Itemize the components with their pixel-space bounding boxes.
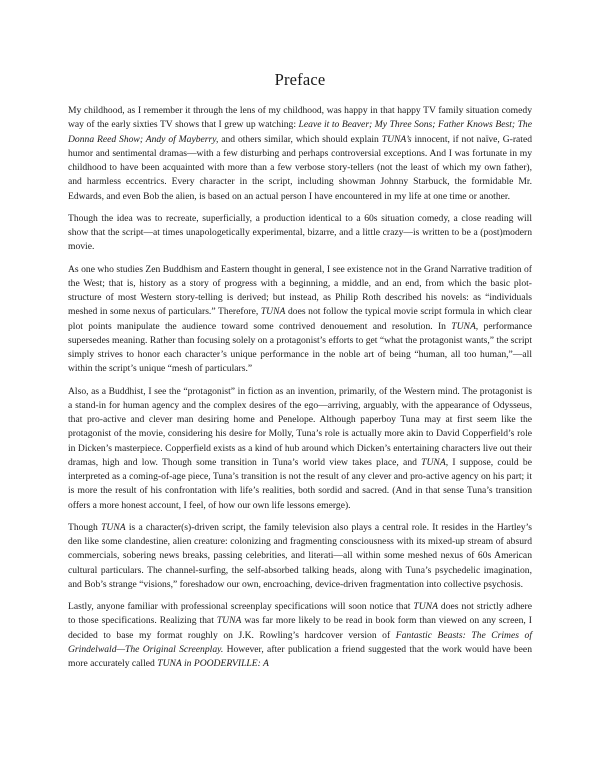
italic-text: Fantastic Beasts: The Crimes of Grindelwald—The Original Screenplay. xyxy=(68,629,532,655)
italic-text: TUNA, xyxy=(421,456,449,468)
italic-text: Leave it to Beaver; My Three Sons; Father Knows Best; The Donna Reed Show; Andy of Mayberry, xyxy=(68,119,532,145)
italic-text: TUNA xyxy=(216,615,242,627)
italic-text: TUNA xyxy=(101,521,126,533)
page-title: Preface xyxy=(274,70,326,89)
text-run: My childhood, as I remember it through the lens of my childhood, was happy in that happy TV family situation comedy way of the early sixties TV shows that I grew up watching: xyxy=(68,105,532,131)
text-run: Though the idea was to recreate, superficially, a production identical to a 60s situation comedy, a close reading will show that the script—at times unapologetically experimental, bizarre, and a little crazy—is written to be a (post)modern movie. xyxy=(68,212,532,253)
paragraph xyxy=(68,600,532,671)
text-run: does not follow the typical movie script formula in which clear plot points manipulate the audience toward some contrived denouement and resolution. In xyxy=(68,306,532,332)
text-run: does not strictly adhere to those specifications. Realizing that xyxy=(68,601,532,627)
text-run: I suppose, could be interpreted as a coming-of-age piece, Tuna’s transition is not the result of any clever and pro-active agency on his part; it is more the result of his confrontation with life’s realities, both sordid and sacred. (And in that sense Tuna’s transition offers a more honest account, I feel, of how our own life lessons emerge). xyxy=(68,456,532,511)
paragraph xyxy=(68,104,532,204)
paragraph xyxy=(68,263,532,377)
italic-text: TUNA xyxy=(413,601,438,612)
text-run: and others similar, which should explain xyxy=(218,133,382,145)
preface-body xyxy=(68,104,532,679)
text-run: innocent, if not naïve, G-rated humor and sentimental dramas—with a few disturbing and perhaps controversial exceptions. And I was fortunate in my childhood to have been acquainted with more than a few verbose story-tellers (not the least of which my own father), and harmless eccentrics. Every character in the script, including showman Johnny Starbuck, the formidable Mr. Edwards, and even Bob the alien, is based on an actual person I have encountered in my life at one time or another. xyxy=(68,133,532,202)
italic-text: TUNA’s xyxy=(381,133,412,145)
italic-text: TUNA in POODERVILLE: A xyxy=(157,658,269,669)
text-run: Also, as a Buddhist, I see the “protagonist” in fiction as an invention, primarily, of the Western mind. The protagonist is a stand-in for human agency and the complex desires of the ego—arriving, arguably, with the appearance of Odysseus, that pro-active and clever man desiring home and Penelope. Although paperboy Tuna may at first seem like the protagonist of the movie, considering his desire for Molly, Tuna’s role is actually more akin to David Copperfield’s role in Dicken’s masterpiece. Copperfield exists as a kind of hub around which Dicken’s entertaining characters live out their dramas, high and low. Though some transition in Tuna’s world view takes place, and xyxy=(68,385,532,468)
text-run: was far more likely to be read in book form than viewed on any screen, I decided to base my format roughly on J.K. Rowling’s hardcover version of xyxy=(68,615,532,641)
paragraph xyxy=(68,385,532,513)
text-run: Though xyxy=(68,521,102,533)
text-run: However, after publication a friend suggested that the work would have been more accurately called xyxy=(68,643,532,669)
paragraph xyxy=(68,212,532,255)
paragraph xyxy=(68,521,532,592)
text-run: is a character(s)-driven script, the family television also plays a central role. It resides in the Hartley’s den like some clandestine, alien creature: colonizing and fragmenting consciousness with its mixed-up stream of absurd commercials, sobering news breaks, passing celebrities, and literati—all within some meshed nexus of 60s American cultural particulars. The channel-surfing, the self-absorbed talking heads, along with Tuna’s psychedelic imagination, and Bob’s strange “visions,” foreshadow our own, encroaching, device-driven fragmentation into collective psychosis. xyxy=(68,521,533,590)
text-run: Lastly, anyone familiar with professional screenplay specifications will soon notice that xyxy=(68,601,414,612)
text-run: As one who studies Zen Buddhism and Eastern thought in general, I see existence not in the Grand Narrative tradition of the West; that is, history as a story of progress with a beginning, a middle, and an end, from which the basic plot-structure of most Western story-telling is derived; but instead, as Philip Roth described his novels: as “individuals meshed in some nexus of particulars.” Therefore, xyxy=(68,263,532,318)
text-run: performance supersedes meaning. Rather than focusing solely on a protagonist’s efforts to get “what the protagonist wants,” the script simply strives to honor each character’s unique performance in the noble art of being “human, all too human,”—all within the script’s unique “mesh of particulars.” xyxy=(68,320,532,375)
italic-text: TUNA, xyxy=(451,320,479,332)
italic-text: TUNA xyxy=(260,306,286,318)
